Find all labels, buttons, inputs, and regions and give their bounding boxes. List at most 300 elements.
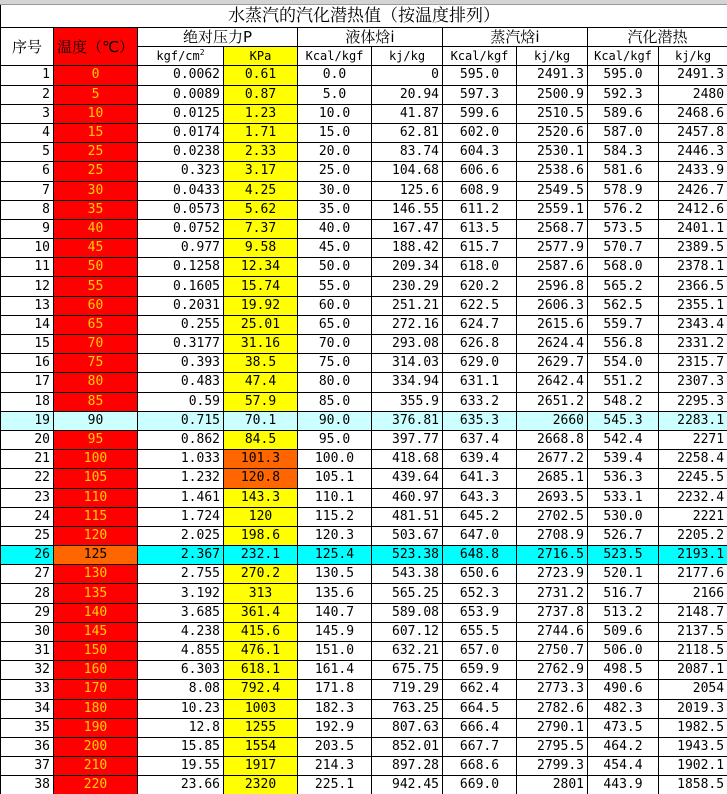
cell-kpa[interactable]: 120.8 (224, 469, 298, 488)
cell-liquid-kj[interactable]: 209.34 (372, 258, 443, 277)
cell-steam-kcal[interactable]: 659.9 (443, 661, 517, 680)
cell-latent-kcal[interactable]: 464.2 (588, 737, 659, 756)
cell-index[interactable]: 31 (1, 642, 54, 661)
cell-liquid-kj[interactable]: 20.94 (372, 85, 443, 104)
cell-liquid-kcal[interactable]: 70.0 (298, 335, 372, 354)
cell-temperature[interactable]: 180 (54, 699, 138, 718)
cell-steam-kj[interactable]: 2677.2 (517, 450, 588, 469)
cell-latent-kj[interactable]: 2283.1 (659, 411, 727, 430)
cell-latent-kj[interactable]: 2232.4 (659, 488, 727, 507)
cell-kgf-cm2[interactable]: 4.855 (138, 642, 224, 661)
unit-latent-kcal[interactable]: Kcal/kgf (588, 47, 659, 66)
cell-latent-kj[interactable]: 2331.2 (659, 335, 727, 354)
cell-kpa[interactable]: 2.33 (224, 143, 298, 162)
cell-steam-kj[interactable]: 2799.3 (517, 757, 588, 776)
cell-kpa[interactable]: 7.37 (224, 219, 298, 238)
cell-kgf-cm2[interactable]: 12.8 (138, 718, 224, 737)
cell-liquid-kcal[interactable]: 115.2 (298, 507, 372, 526)
cell-liquid-kj[interactable]: 418.68 (372, 450, 443, 469)
cell-steam-kcal[interactable]: 650.6 (443, 565, 517, 584)
cell-latent-kj[interactable]: 2480 (659, 85, 727, 104)
cell-temperature[interactable]: 35 (54, 200, 138, 219)
header-steam-enthalpy[interactable]: 蒸汽焓i (443, 28, 588, 47)
cell-latent-kj[interactable]: 2355.1 (659, 296, 727, 315)
cell-temperature[interactable]: 10 (54, 104, 138, 123)
cell-kpa[interactable]: 1.71 (224, 123, 298, 142)
cell-steam-kj[interactable]: 2693.5 (517, 488, 588, 507)
cell-latent-kcal[interactable]: 490.6 (588, 680, 659, 699)
cell-kpa[interactable]: 4.25 (224, 181, 298, 200)
cell-kgf-cm2[interactable]: 0.862 (138, 430, 224, 449)
cell-index[interactable]: 1 (1, 66, 54, 85)
cell-liquid-kj[interactable]: 167.47 (372, 219, 443, 238)
cell-temperature[interactable]: 105 (54, 469, 138, 488)
cell-index[interactable]: 18 (1, 392, 54, 411)
cell-index[interactable]: 38 (1, 776, 54, 794)
cell-temperature[interactable]: 125 (54, 546, 138, 565)
cell-steam-kcal[interactable]: 637.4 (443, 430, 517, 449)
cell-kgf-cm2[interactable]: 1.033 (138, 450, 224, 469)
cell-kgf-cm2[interactable]: 10.23 (138, 699, 224, 718)
cell-liquid-kj[interactable]: 188.42 (372, 239, 443, 258)
cell-latent-kcal[interactable]: 473.5 (588, 718, 659, 737)
cell-latent-kj[interactable]: 2177.6 (659, 565, 727, 584)
cell-liquid-kcal[interactable]: 145.9 (298, 622, 372, 641)
cell-index[interactable]: 29 (1, 603, 54, 622)
cell-steam-kj[interactable]: 2660 (517, 411, 588, 430)
cell-steam-kcal[interactable]: 608.9 (443, 181, 517, 200)
cell-steam-kcal[interactable]: 611.2 (443, 200, 517, 219)
cell-temperature[interactable]: 150 (54, 642, 138, 661)
cell-latent-kj[interactable]: 2258.4 (659, 450, 727, 469)
cell-latent-kcal[interactable]: 530.0 (588, 507, 659, 526)
cell-latent-kj[interactable]: 2137.5 (659, 622, 727, 641)
cell-steam-kcal[interactable]: 615.7 (443, 239, 517, 258)
cell-temperature[interactable]: 5 (54, 85, 138, 104)
cell-temperature[interactable]: 40 (54, 219, 138, 238)
cell-steam-kcal[interactable]: 618.0 (443, 258, 517, 277)
cell-steam-kj[interactable]: 2538.6 (517, 162, 588, 181)
cell-latent-kcal[interactable]: 520.1 (588, 565, 659, 584)
cell-latent-kcal[interactable]: 523.5 (588, 546, 659, 565)
cell-kpa[interactable]: 15.74 (224, 277, 298, 296)
cell-steam-kj[interactable]: 2773.3 (517, 680, 588, 699)
cell-steam-kj[interactable]: 2624.4 (517, 335, 588, 354)
cell-kpa[interactable]: 618.1 (224, 661, 298, 680)
cell-temperature[interactable]: 95 (54, 430, 138, 449)
cell-kgf-cm2[interactable]: 19.55 (138, 757, 224, 776)
cell-temperature[interactable]: 100 (54, 450, 138, 469)
cell-liquid-kj[interactable]: 523.38 (372, 546, 443, 565)
cell-latent-kcal[interactable]: 568.0 (588, 258, 659, 277)
cell-kpa[interactable]: 1554 (224, 737, 298, 756)
cell-kgf-cm2[interactable]: 15.85 (138, 737, 224, 756)
cell-steam-kj[interactable]: 2629.7 (517, 354, 588, 373)
cell-steam-kcal[interactable]: 652.3 (443, 584, 517, 603)
header-liquid-enthalpy[interactable]: 液体焓i (298, 28, 443, 47)
cell-latent-kcal[interactable]: 542.4 (588, 430, 659, 449)
unit-kpa[interactable]: KPa (224, 47, 298, 66)
cell-kgf-cm2[interactable]: 8.08 (138, 680, 224, 699)
cell-index[interactable]: 27 (1, 565, 54, 584)
cell-liquid-kcal[interactable]: 151.0 (298, 642, 372, 661)
cell-steam-kcal[interactable]: 664.5 (443, 699, 517, 718)
cell-kpa[interactable]: 70.1 (224, 411, 298, 430)
cell-steam-kcal[interactable]: 653.9 (443, 603, 517, 622)
cell-index[interactable]: 13 (1, 296, 54, 315)
cell-latent-kcal[interactable]: 584.3 (588, 143, 659, 162)
cell-temperature[interactable]: 130 (54, 565, 138, 584)
cell-liquid-kcal[interactable]: 105.1 (298, 469, 372, 488)
cell-steam-kcal[interactable]: 655.5 (443, 622, 517, 641)
cell-steam-kcal[interactable]: 639.4 (443, 450, 517, 469)
cell-liquid-kj[interactable]: 897.28 (372, 757, 443, 776)
cell-kpa[interactable]: 361.4 (224, 603, 298, 622)
cell-steam-kcal[interactable]: 669.0 (443, 776, 517, 794)
cell-latent-kcal[interactable]: 513.2 (588, 603, 659, 622)
cell-latent-kj[interactable]: 2366.5 (659, 277, 727, 296)
cell-kgf-cm2[interactable]: 3.685 (138, 603, 224, 622)
cell-latent-kj[interactable]: 2271 (659, 430, 727, 449)
cell-liquid-kcal[interactable]: 30.0 (298, 181, 372, 200)
cell-liquid-kcal[interactable]: 65.0 (298, 315, 372, 334)
cell-index[interactable]: 36 (1, 737, 54, 756)
cell-steam-kcal[interactable]: 631.1 (443, 373, 517, 392)
cell-latent-kj[interactable]: 2221 (659, 507, 727, 526)
cell-steam-kj[interactable]: 2596.8 (517, 277, 588, 296)
cell-kpa[interactable]: 47.4 (224, 373, 298, 392)
cell-steam-kj[interactable]: 2737.8 (517, 603, 588, 622)
cell-index[interactable]: 25 (1, 526, 54, 545)
cell-kpa[interactable]: 57.9 (224, 392, 298, 411)
cell-kgf-cm2[interactable]: 0.59 (138, 392, 224, 411)
cell-latent-kj[interactable]: 1982.5 (659, 718, 727, 737)
cell-steam-kj[interactable]: 2606.3 (517, 296, 588, 315)
cell-steam-kj[interactable]: 2520.6 (517, 123, 588, 142)
cell-latent-kj[interactable]: 2148.7 (659, 603, 727, 622)
cell-index[interactable]: 26 (1, 546, 54, 565)
cell-liquid-kcal[interactable]: 110.1 (298, 488, 372, 507)
cell-steam-kj[interactable]: 2559.1 (517, 200, 588, 219)
cell-latent-kj[interactable]: 2087.1 (659, 661, 727, 680)
cell-index[interactable]: 34 (1, 699, 54, 718)
cell-kgf-cm2[interactable]: 0.0125 (138, 104, 224, 123)
cell-kgf-cm2[interactable]: 0.0238 (138, 143, 224, 162)
cell-steam-kcal[interactable]: 657.0 (443, 642, 517, 661)
cell-steam-kcal[interactable]: 613.5 (443, 219, 517, 238)
cell-liquid-kj[interactable]: 675.75 (372, 661, 443, 680)
cell-steam-kcal[interactable]: 620.2 (443, 277, 517, 296)
cell-liquid-kcal[interactable]: 5.0 (298, 85, 372, 104)
cell-steam-kcal[interactable]: 635.3 (443, 411, 517, 430)
cell-liquid-kcal[interactable]: 20.0 (298, 143, 372, 162)
cell-temperature[interactable]: 140 (54, 603, 138, 622)
cell-latent-kj[interactable]: 2468.6 (659, 104, 727, 123)
cell-kgf-cm2[interactable]: 0.0089 (138, 85, 224, 104)
cell-liquid-kj[interactable]: 334.94 (372, 373, 443, 392)
cell-latent-kcal[interactable]: 581.6 (588, 162, 659, 181)
cell-index[interactable]: 15 (1, 335, 54, 354)
cell-steam-kj[interactable]: 2651.2 (517, 392, 588, 411)
cell-kpa[interactable]: 19.92 (224, 296, 298, 315)
header-pressure[interactable]: 绝对压力P (138, 28, 298, 47)
cell-liquid-kj[interactable]: 589.08 (372, 603, 443, 622)
cell-latent-kcal[interactable]: 454.4 (588, 757, 659, 776)
cell-liquid-kcal[interactable]: 192.9 (298, 718, 372, 737)
cell-kpa[interactable]: 232.1 (224, 546, 298, 565)
cell-latent-kj[interactable]: 2343.4 (659, 315, 727, 334)
cell-liquid-kcal[interactable]: 130.5 (298, 565, 372, 584)
cell-index[interactable]: 3 (1, 104, 54, 123)
cell-latent-kcal[interactable]: 516.7 (588, 584, 659, 603)
cell-liquid-kcal[interactable]: 161.4 (298, 661, 372, 680)
cell-liquid-kcal[interactable]: 140.7 (298, 603, 372, 622)
cell-latent-kcal[interactable]: 536.3 (588, 469, 659, 488)
cell-steam-kcal[interactable]: 597.3 (443, 85, 517, 104)
cell-latent-kj[interactable]: 2491.3 (659, 66, 727, 85)
cell-temperature[interactable]: 135 (54, 584, 138, 603)
cell-kgf-cm2[interactable]: 1.461 (138, 488, 224, 507)
cell-latent-kcal[interactable]: 589.6 (588, 104, 659, 123)
cell-steam-kj[interactable]: 2510.5 (517, 104, 588, 123)
cell-liquid-kcal[interactable]: 120.3 (298, 526, 372, 545)
cell-steam-kcal[interactable]: 599.6 (443, 104, 517, 123)
cell-latent-kj[interactable]: 2193.1 (659, 546, 727, 565)
cell-temperature[interactable]: 55 (54, 277, 138, 296)
cell-steam-kcal[interactable]: 629.0 (443, 354, 517, 373)
cell-steam-kj[interactable]: 2723.9 (517, 565, 588, 584)
unit-latent-kj[interactable]: kj/kg (659, 47, 727, 66)
cell-kgf-cm2[interactable]: 23.66 (138, 776, 224, 794)
cell-kgf-cm2[interactable]: 4.238 (138, 622, 224, 641)
cell-steam-kcal[interactable]: 624.7 (443, 315, 517, 334)
cell-liquid-kj[interactable]: 807.63 (372, 718, 443, 737)
cell-steam-kj[interactable]: 2642.4 (517, 373, 588, 392)
cell-kpa[interactable]: 5.62 (224, 200, 298, 219)
cell-steam-kcal[interactable]: 641.3 (443, 469, 517, 488)
cell-kpa[interactable]: 38.5 (224, 354, 298, 373)
cell-kgf-cm2[interactable]: 3.192 (138, 584, 224, 603)
cell-kgf-cm2[interactable]: 0.1605 (138, 277, 224, 296)
cell-liquid-kj[interactable]: 719.29 (372, 680, 443, 699)
cell-temperature[interactable]: 115 (54, 507, 138, 526)
cell-latent-kcal[interactable]: 556.8 (588, 335, 659, 354)
cell-steam-kj[interactable]: 2731.2 (517, 584, 588, 603)
cell-latent-kcal[interactable]: 548.2 (588, 392, 659, 411)
cell-index[interactable]: 12 (1, 277, 54, 296)
cell-kpa[interactable]: 84.5 (224, 430, 298, 449)
cell-kpa[interactable]: 1917 (224, 757, 298, 776)
cell-steam-kcal[interactable]: 604.3 (443, 143, 517, 162)
cell-temperature[interactable]: 90 (54, 411, 138, 430)
cell-steam-kcal[interactable]: 668.6 (443, 757, 517, 776)
cell-index[interactable]: 10 (1, 239, 54, 258)
cell-index[interactable]: 7 (1, 181, 54, 200)
cell-index[interactable]: 33 (1, 680, 54, 699)
cell-steam-kcal[interactable]: 643.3 (443, 488, 517, 507)
cell-liquid-kj[interactable]: 503.67 (372, 526, 443, 545)
cell-liquid-kj[interactable]: 272.16 (372, 315, 443, 334)
cell-latent-kj[interactable]: 2426.7 (659, 181, 727, 200)
cell-latent-kcal[interactable]: 573.5 (588, 219, 659, 238)
cell-temperature[interactable]: 25 (54, 143, 138, 162)
cell-steam-kj[interactable]: 2568.7 (517, 219, 588, 238)
unit-kgf-cm2[interactable] (138, 47, 224, 66)
cell-steam-kj[interactable]: 2530.1 (517, 143, 588, 162)
cell-temperature[interactable]: 45 (54, 239, 138, 258)
cell-steam-kcal[interactable]: 606.6 (443, 162, 517, 181)
cell-latent-kcal[interactable]: 443.9 (588, 776, 659, 794)
cell-latent-kj[interactable]: 2315.7 (659, 354, 727, 373)
cell-liquid-kcal[interactable]: 15.0 (298, 123, 372, 142)
cell-liquid-kcal[interactable]: 182.3 (298, 699, 372, 718)
cell-liquid-kj[interactable]: 460.97 (372, 488, 443, 507)
cell-temperature[interactable]: 160 (54, 661, 138, 680)
cell-liquid-kj[interactable]: 632.21 (372, 642, 443, 661)
cell-index[interactable]: 14 (1, 315, 54, 334)
cell-liquid-kj[interactable]: 41.87 (372, 104, 443, 123)
cell-temperature[interactable]: 65 (54, 315, 138, 334)
cell-kpa[interactable]: 1003 (224, 699, 298, 718)
unit-liquid-kcal[interactable]: Kcal/kgf (298, 47, 372, 66)
cell-liquid-kj[interactable]: 481.51 (372, 507, 443, 526)
cell-latent-kcal[interactable]: 576.2 (588, 200, 659, 219)
cell-kpa[interactable]: 270.2 (224, 565, 298, 584)
cell-liquid-kcal[interactable]: 50.0 (298, 258, 372, 277)
cell-liquid-kcal[interactable]: 85.0 (298, 392, 372, 411)
cell-steam-kj[interactable]: 2587.6 (517, 258, 588, 277)
cell-kgf-cm2[interactable]: 0.0573 (138, 200, 224, 219)
cell-latent-kj[interactable]: 2118.5 (659, 642, 727, 661)
cell-steam-kj[interactable]: 2615.6 (517, 315, 588, 334)
cell-latent-kcal[interactable]: 592.3 (588, 85, 659, 104)
cell-index[interactable]: 5 (1, 143, 54, 162)
cell-latent-kj[interactable]: 1943.5 (659, 737, 727, 756)
cell-liquid-kj[interactable]: 439.64 (372, 469, 443, 488)
cell-steam-kj[interactable]: 2762.9 (517, 661, 588, 680)
cell-steam-kj[interactable]: 2744.6 (517, 622, 588, 641)
cell-liquid-kcal[interactable]: 60.0 (298, 296, 372, 315)
cell-temperature[interactable]: 170 (54, 680, 138, 699)
cell-latent-kcal[interactable]: 533.1 (588, 488, 659, 507)
cell-kpa[interactable]: 415.6 (224, 622, 298, 641)
cell-latent-kj[interactable]: 2054 (659, 680, 727, 699)
cell-index[interactable]: 8 (1, 200, 54, 219)
cell-latent-kj[interactable]: 2166 (659, 584, 727, 603)
cell-liquid-kcal[interactable]: 171.8 (298, 680, 372, 699)
cell-kpa[interactable]: 101.3 (224, 450, 298, 469)
cell-liquid-kj[interactable]: 543.38 (372, 565, 443, 584)
cell-steam-kj[interactable]: 2702.5 (517, 507, 588, 526)
cell-steam-kj[interactable]: 2685.1 (517, 469, 588, 488)
cell-liquid-kj[interactable]: 355.9 (372, 392, 443, 411)
cell-index[interactable]: 24 (1, 507, 54, 526)
cell-temperature[interactable]: 80 (54, 373, 138, 392)
cell-liquid-kcal[interactable]: 214.3 (298, 757, 372, 776)
cell-kgf-cm2[interactable]: 0.393 (138, 354, 224, 373)
cell-index[interactable]: 6 (1, 162, 54, 181)
cell-liquid-kcal[interactable]: 35.0 (298, 200, 372, 219)
cell-kpa[interactable]: 25.01 (224, 315, 298, 334)
cell-latent-kj[interactable]: 2433.9 (659, 162, 727, 181)
cell-latent-kj[interactable]: 2378.1 (659, 258, 727, 277)
cell-liquid-kj[interactable]: 251.21 (372, 296, 443, 315)
cell-latent-kj[interactable]: 2019.3 (659, 699, 727, 718)
cell-liquid-kcal[interactable]: 225.1 (298, 776, 372, 794)
cell-kpa[interactable]: 1255 (224, 718, 298, 737)
cell-liquid-kcal[interactable]: 45.0 (298, 239, 372, 258)
cell-liquid-kj[interactable]: 125.6 (372, 181, 443, 200)
cell-liquid-kj[interactable]: 942.45 (372, 776, 443, 794)
cell-temperature[interactable]: 15 (54, 123, 138, 142)
cell-steam-kj[interactable]: 2491.3 (517, 66, 588, 85)
cell-steam-kj[interactable]: 2790.1 (517, 718, 588, 737)
cell-latent-kcal[interactable]: 498.5 (588, 661, 659, 680)
cell-index[interactable]: 9 (1, 219, 54, 238)
cell-steam-kcal[interactable]: 647.0 (443, 526, 517, 545)
cell-latent-kj[interactable]: 2389.5 (659, 239, 727, 258)
cell-liquid-kcal[interactable]: 95.0 (298, 430, 372, 449)
cell-steam-kj[interactable]: 2795.5 (517, 737, 588, 756)
cell-liquid-kj[interactable]: 230.29 (372, 277, 443, 296)
cell-temperature[interactable]: 220 (54, 776, 138, 794)
cell-steam-kcal[interactable]: 645.2 (443, 507, 517, 526)
cell-index[interactable]: 35 (1, 718, 54, 737)
cell-kpa[interactable]: 120 (224, 507, 298, 526)
cell-latent-kcal[interactable]: 545.3 (588, 411, 659, 430)
cell-liquid-kj[interactable]: 763.25 (372, 699, 443, 718)
cell-liquid-kj[interactable]: 565.25 (372, 584, 443, 603)
cell-steam-kcal[interactable]: 633.2 (443, 392, 517, 411)
cell-temperature[interactable]: 50 (54, 258, 138, 277)
header-index[interactable]: 序号 (1, 28, 54, 66)
cell-kpa[interactable]: 313 (224, 584, 298, 603)
cell-temperature[interactable]: 110 (54, 488, 138, 507)
cell-latent-kcal[interactable]: 570.7 (588, 239, 659, 258)
cell-index[interactable]: 32 (1, 661, 54, 680)
cell-latent-kj[interactable]: 1902.1 (659, 757, 727, 776)
cell-kgf-cm2[interactable]: 0.0062 (138, 66, 224, 85)
cell-kgf-cm2[interactable]: 2.367 (138, 546, 224, 565)
cell-liquid-kj[interactable]: 293.08 (372, 335, 443, 354)
cell-steam-kcal[interactable]: 648.8 (443, 546, 517, 565)
cell-kgf-cm2[interactable]: 0.3177 (138, 335, 224, 354)
cell-kgf-cm2[interactable]: 0.715 (138, 411, 224, 430)
cell-temperature[interactable]: 30 (54, 181, 138, 200)
cell-temperature[interactable]: 200 (54, 737, 138, 756)
cell-latent-kcal[interactable]: 595.0 (588, 66, 659, 85)
cell-kpa[interactable]: 476.1 (224, 642, 298, 661)
cell-latent-kcal[interactable]: 562.5 (588, 296, 659, 315)
cell-kgf-cm2[interactable]: 0.0433 (138, 181, 224, 200)
cell-liquid-kcal[interactable]: 55.0 (298, 277, 372, 296)
cell-temperature[interactable]: 70 (54, 335, 138, 354)
cell-temperature[interactable]: 85 (54, 392, 138, 411)
cell-kgf-cm2[interactable]: 0.977 (138, 239, 224, 258)
cell-kpa[interactable]: 792.4 (224, 680, 298, 699)
cell-latent-kj[interactable]: 2401.1 (659, 219, 727, 238)
cell-liquid-kj[interactable]: 146.55 (372, 200, 443, 219)
cell-latent-kcal[interactable]: 526.7 (588, 526, 659, 545)
cell-latent-kcal[interactable]: 551.2 (588, 373, 659, 392)
cell-kgf-cm2[interactable]: 0.2031 (138, 296, 224, 315)
cell-index[interactable]: 17 (1, 373, 54, 392)
cell-kpa[interactable]: 31.16 (224, 335, 298, 354)
cell-steam-kcal[interactable]: 595.0 (443, 66, 517, 85)
cell-latent-kj[interactable]: 2446.3 (659, 143, 727, 162)
cell-temperature[interactable]: 145 (54, 622, 138, 641)
cell-liquid-kcal[interactable]: 203.5 (298, 737, 372, 756)
